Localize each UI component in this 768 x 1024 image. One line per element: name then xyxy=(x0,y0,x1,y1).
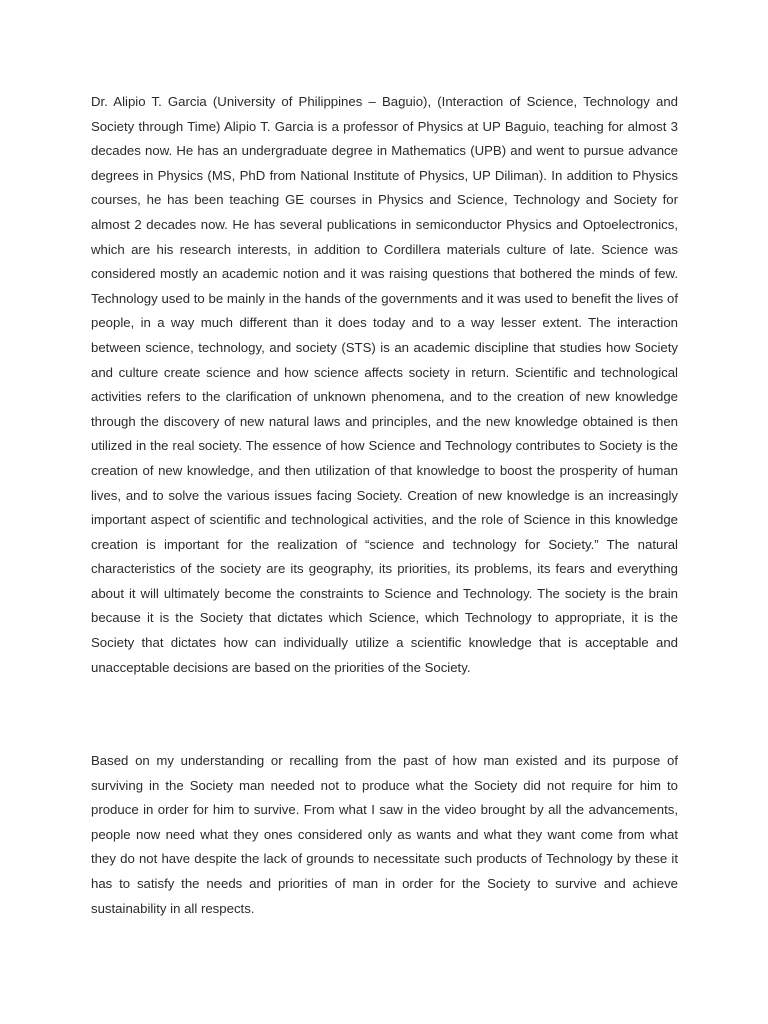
paragraph-2: Based on my understanding or recalling from the past of how man existed and its purpose of surviving in the Society man needed not to produce what the Society did not require for him to produce in order for him to survive. From what I saw in the video brought by all the advancements, people now need what they ones considered only as wants and what they want come from what they do not have despite the lack of grounds to necessitate such products of Technology by these it has to satisfy the needs and priorities of man in order for the Society to survive and achieve sustainability in all respects. xyxy=(91,753,678,916)
paragraph-1: Dr. Alipio T. Garcia (University of Philippines – Baguio), (Interaction of Science, Technology and Society through Time) Alipio T. Garcia is a professor of Physics at UP Baguio, teaching for almost 3 decades now. He has an undergraduate degree in Mathematics (UPB) and went to pursue advance degrees in Physics (MS, PhD from National Institute of Physics, UP Diliman). In addition to Physics courses, he has been teaching GE courses in Physics and Science, Technology and Society for almost 2 decades now. He has several publications in semiconductor Physics and Optoelectronics, which are his research interests, in addition to Cordillera materials culture of late. Science was considered mostly an academic notion and it was raising questions that bothered the minds of few. Technology used to be mainly in the hands of the governments and it was used to benefit the lives of people, in a way much different than it does today and to a way lesser extent. The interaction between science, technology, and society (STS) is an academic discipline that studies how Society and culture create science and how science affects society in return. Scientific and technological activities refers to the clarification of unknown phenomena, and to the creation of new knowledge through the discovery of new natural laws and principles, and the new knowledge obtained is then utilized in the real society. The essence of how Science and Technology contributes to Society is the creation of new knowledge, and then utilization of that knowledge to boost the prosperity of human lives, and to solve the various issues facing Society. Creation of new knowledge is an increasingly important aspect of scientific and technological activities, and the role of Science in this knowledge creation is important for the realization of “science and technology for Society.” The natural characteristics of the society are its geography, its priorities, its problems, its fears and everything about it will ultimately become the constraints to Science and Technology. The society is the brain because it is the Society that dictates which Science, which Technology to appropriate, it is the Society that dictates how can individually utilize a scientific knowledge that is acceptable and unacceptable decisions are based on the priorities of the Society. xyxy=(91,94,678,675)
